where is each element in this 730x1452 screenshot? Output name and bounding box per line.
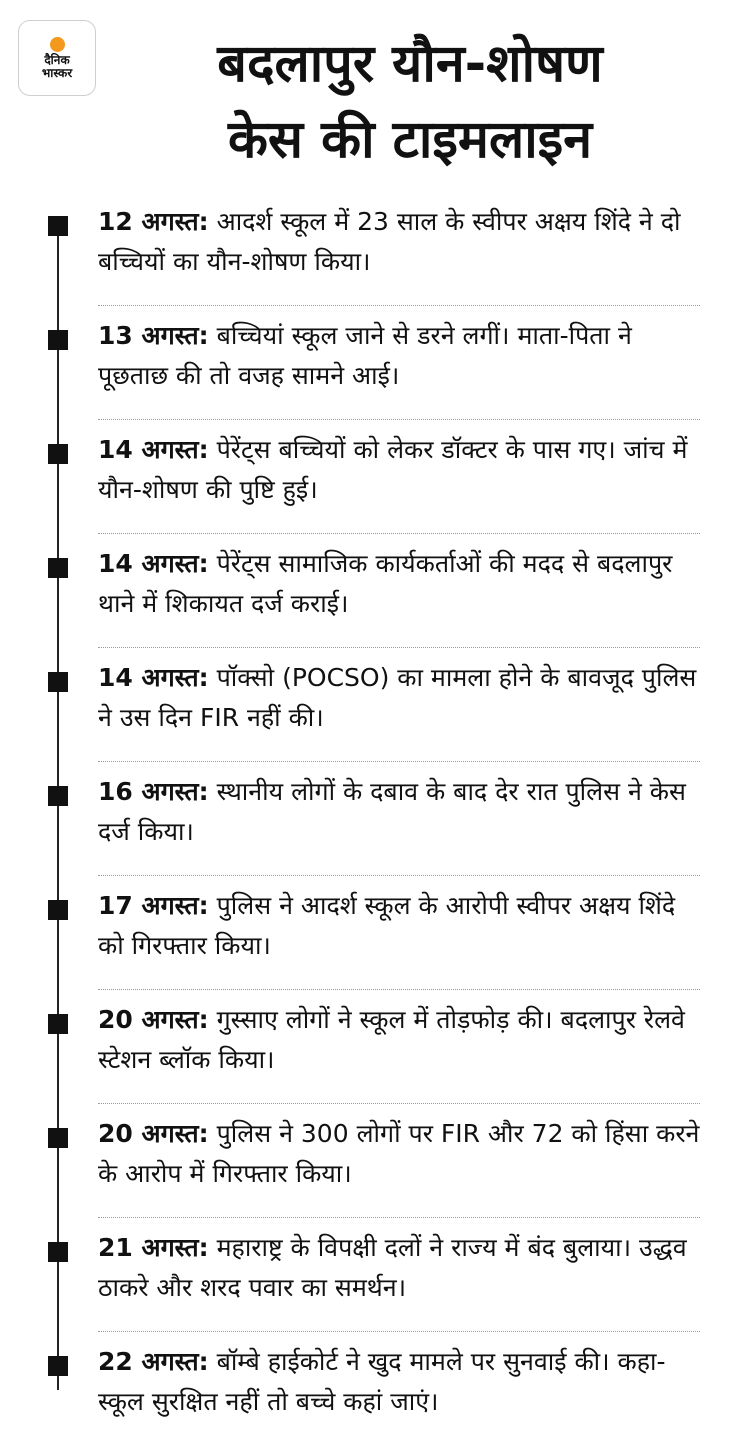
timeline-entry-text bbox=[98, 202, 708, 282]
timeline-description: महाराष्ट्र के विपक्षी दलों ने राज्य में बंद बुलाया। उद्धव ठाकरे और शरद पवार का समर्थन। bbox=[98, 1233, 687, 1302]
timeline-date: 12 अगस्त: bbox=[98, 207, 209, 236]
timeline-entry bbox=[0, 1338, 730, 1452]
timeline-description: पेरेंट्स सामाजिक कार्यकर्ताओं की मदद से बदलापुर थाने में शिकायत दर्ज कराई। bbox=[98, 549, 673, 618]
page-title bbox=[110, 26, 710, 178]
entry-divider bbox=[98, 1217, 700, 1218]
timeline-description: स्थानीय लोगों के दबाव के बाद देर रात पुलिस ने केस दर्ज किया। bbox=[98, 777, 686, 846]
entry-divider bbox=[98, 533, 700, 534]
timeline-entry-text bbox=[98, 1114, 708, 1194]
title-line1: बदलापुर यौन-शोषण bbox=[217, 34, 603, 94]
timeline-marker-icon bbox=[48, 558, 68, 578]
timeline-date: 17 अगस्त: bbox=[98, 891, 209, 920]
entry-divider bbox=[98, 647, 700, 648]
timeline-entry-text bbox=[98, 886, 708, 966]
timeline-description: आदर्श स्कूल में 23 साल के स्वीपर अक्षय शिंदे ने दो बच्चियों का यौन-शोषण किया। bbox=[98, 207, 681, 276]
timeline-marker-icon bbox=[48, 1128, 68, 1148]
timeline-description: बच्चियां स्कूल जाने से डरने लगीं। माता-पिता ने पूछताछ की तो वजह सामने आई। bbox=[98, 321, 632, 390]
timeline-date: 13 अगस्त: bbox=[98, 321, 209, 350]
entry-divider bbox=[98, 419, 700, 420]
timeline-description: बॉम्बे हाईकोर्ट ने खुद मामले पर सुनवाई की। कहा- स्कूल सुरक्षित नहीं तो बच्चे कहां जाएं। bbox=[98, 1347, 666, 1416]
entry-divider bbox=[98, 1331, 700, 1332]
timeline-entry-text bbox=[98, 544, 708, 624]
timeline-description: पुलिस ने 300 लोगों पर FIR और 72 को हिंसा करने के आरोप में गिरफ्तार किया। bbox=[98, 1119, 700, 1188]
timeline-marker-icon bbox=[48, 786, 68, 806]
timeline-entry-text bbox=[98, 1000, 708, 1080]
timeline-entry-text bbox=[98, 1228, 708, 1308]
entry-divider bbox=[98, 305, 700, 306]
timeline-entry bbox=[0, 312, 730, 426]
timeline-marker-icon bbox=[48, 900, 68, 920]
title-line2: केस की टाइमलाइन bbox=[227, 110, 593, 170]
timeline-entry bbox=[0, 996, 730, 1110]
entry-divider bbox=[98, 1103, 700, 1104]
timeline-description: पेरेंट्स बच्चियों को लेकर डॉक्टर के पास गए। जांच में यौन-शोषण की पुष्टि हुई। bbox=[98, 435, 688, 504]
timeline-marker-icon bbox=[48, 330, 68, 350]
timeline-marker-icon bbox=[48, 1014, 68, 1034]
logo-text-line1: दैनिक bbox=[44, 52, 70, 67]
timeline-date: 20 अगस्त: bbox=[98, 1005, 209, 1034]
entry-divider bbox=[98, 875, 700, 876]
timeline-entry bbox=[0, 1224, 730, 1338]
dainik-bhaskar-logo bbox=[18, 20, 96, 96]
entry-divider bbox=[98, 761, 700, 762]
timeline-marker-icon bbox=[48, 444, 68, 464]
timeline-marker-icon bbox=[48, 216, 68, 236]
timeline-date: 22 अगस्त: bbox=[98, 1347, 209, 1376]
timeline-entry-text bbox=[98, 1342, 708, 1422]
timeline-entry bbox=[0, 426, 730, 540]
timeline-date: 14 अगस्त: bbox=[98, 435, 209, 464]
timeline-entry-text bbox=[98, 658, 708, 738]
timeline-date: 20 अगस्त: bbox=[98, 1119, 209, 1148]
timeline-marker-icon bbox=[48, 1242, 68, 1262]
timeline-entry bbox=[0, 882, 730, 996]
timeline-marker-icon bbox=[48, 672, 68, 692]
timeline-entry-text bbox=[98, 316, 708, 396]
timeline-description: पुलिस ने आदर्श स्कूल के आरोपी स्वीपर अक्षय शिंदे को गिरफ्तार किया। bbox=[98, 891, 676, 960]
timeline-entry-text bbox=[98, 430, 708, 510]
timeline-entry bbox=[0, 1110, 730, 1224]
timeline-date: 14 अगस्त: bbox=[98, 663, 209, 692]
timeline-entry-text bbox=[98, 772, 708, 852]
timeline-entry bbox=[0, 540, 730, 654]
timeline-entry bbox=[0, 768, 730, 882]
timeline-marker-icon bbox=[48, 1356, 68, 1376]
timeline-entry bbox=[0, 198, 730, 312]
timeline-description: गुस्साए लोगों ने स्कूल में तोड़फोड़ की। बदलापुर रेलवे स्टेशन ब्लॉक किया। bbox=[98, 1005, 685, 1074]
timeline-date: 16 अगस्त: bbox=[98, 777, 209, 806]
entry-divider bbox=[98, 989, 700, 990]
logo-text-line2: भास्कर bbox=[41, 65, 73, 80]
sun-icon bbox=[50, 37, 65, 52]
timeline-description: पॉक्सो (POCSO) का मामला होने के बावजूद पुलिस ने उस दिन FIR नहीं की। bbox=[98, 663, 697, 732]
timeline-date: 21 अगस्त: bbox=[98, 1233, 209, 1262]
timeline-entry bbox=[0, 654, 730, 768]
timeline-date: 14 अगस्त: bbox=[98, 549, 209, 578]
